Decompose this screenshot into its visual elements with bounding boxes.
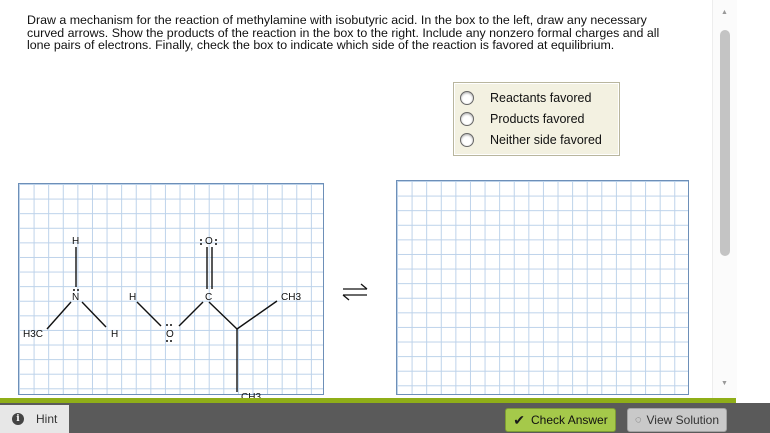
bond <box>179 302 203 326</box>
choice-label: Products favored <box>490 112 585 126</box>
radio-icon[interactable] <box>460 91 474 105</box>
equilibrium-arrows <box>340 282 370 307</box>
bond <box>47 302 71 329</box>
equilibrium-arrow-icon <box>340 282 370 302</box>
scroll-down-icon[interactable]: ▼ <box>721 380 728 387</box>
bond <box>209 302 237 329</box>
radio-icon[interactable] <box>460 112 474 126</box>
acid-hydrogen-label: H <box>129 292 137 303</box>
view-solution-button[interactable] <box>627 408 727 432</box>
hydrogen-atom-label: H <box>111 329 119 340</box>
lone-pair-dot <box>200 239 202 241</box>
carbonyl-oxygen-label: O <box>205 236 213 247</box>
question-prompt: Draw a mechanism for the reaction of methylamine with isobutyric acid. In the box to the left, draw any necessary curved arrows. Show the products of the reaction in the box to the right. Include any nonzero formal charges and all lone pairs of electrons. Finally, check the box to indicate which side of the reaction is favored at equilibrium. <box>27 13 660 53</box>
methyl-ch3-label: CH3 <box>281 292 302 303</box>
hydrogen-atom-label: H <box>72 236 80 247</box>
scroll-up-icon[interactable]: ▲ <box>721 9 728 16</box>
hint-button[interactable] <box>0 405 69 433</box>
view-solution-label: View Solution <box>646 413 720 427</box>
bond <box>137 302 161 326</box>
checkmark-icon: ✔ <box>513 411 526 428</box>
lone-pair-dot <box>200 243 202 245</box>
scrollbar-thumb[interactable] <box>720 30 730 256</box>
info-icon: i <box>12 413 24 425</box>
equilibrium-choice-box <box>453 82 620 156</box>
bond <box>82 302 106 327</box>
carbonyl-carbon-label: C <box>205 292 213 303</box>
lone-pair-dot <box>73 289 75 291</box>
hint-label: Hint <box>36 412 58 426</box>
product-drawing-canvas[interactable] <box>396 180 689 395</box>
lone-pair-dot <box>215 243 217 245</box>
lone-pair-dot <box>215 239 217 241</box>
methyl-h3c-label: H3C <box>23 329 44 340</box>
vertical-scrollbar[interactable] <box>712 0 737 398</box>
choice-products-favored[interactable] <box>460 110 585 128</box>
reactant-structures <box>19 184 325 396</box>
lone-pair-dot <box>166 340 168 342</box>
choice-neither-favored[interactable] <box>460 131 602 149</box>
choice-label: Neither side favored <box>490 133 602 147</box>
choice-reactants-favored[interactable] <box>460 89 591 107</box>
hydroxyl-oxygen-label: O <box>166 329 174 340</box>
lone-pair-dot <box>77 289 79 291</box>
lone-pair-dot <box>166 324 168 326</box>
lone-pair-dot <box>170 340 172 342</box>
lightbulb-icon: ◌ <box>634 414 642 426</box>
lone-pair-dot <box>170 324 172 326</box>
choice-label: Reactants favored <box>490 91 592 105</box>
reactant-drawing-canvas[interactable] <box>18 183 324 395</box>
nitrogen-atom-label: N <box>72 292 80 303</box>
check-answer-button[interactable] <box>505 408 616 432</box>
check-answer-label: Check Answer <box>531 413 608 427</box>
radio-icon[interactable] <box>460 133 474 147</box>
bond <box>237 301 277 329</box>
footer-toolbar <box>0 403 770 433</box>
